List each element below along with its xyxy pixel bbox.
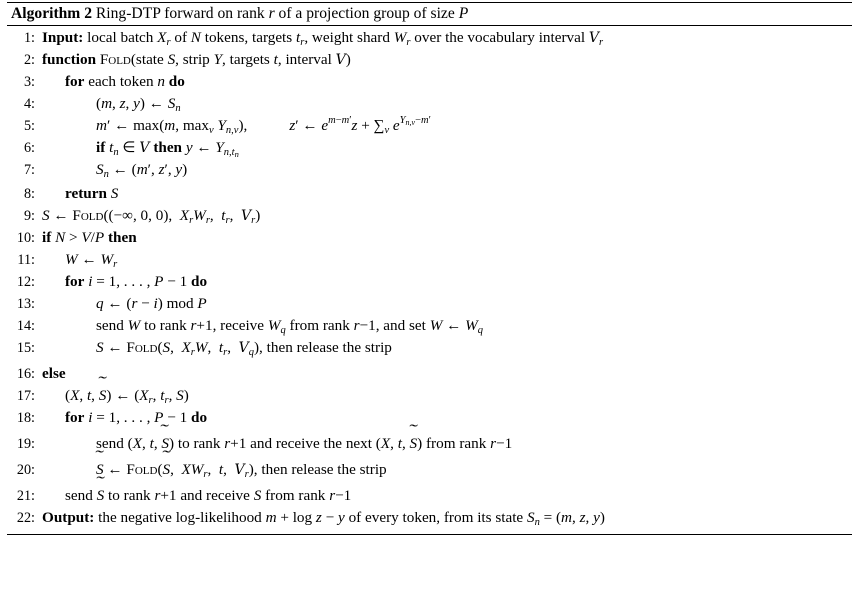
line-number: 11: xyxy=(17,252,35,268)
line-text: (X, t, ˜ S) ← ($X_r$, $t_r$, S) xyxy=(65,385,189,407)
line-text: q ← (r − i) mod P xyxy=(96,295,207,312)
line-number: 22: xyxy=(16,510,35,526)
line-number: 19: xyxy=(16,436,35,452)
line-number: 18: xyxy=(16,410,35,426)
line-text: send ˜ S to rank r+1 and receive S from rank r−1 xyxy=(65,485,351,507)
line-text: Input: local batch $X_r$ of N tokens, targets $t_r$, weight shard $W_r$ over the vocabulary interval $V_r$ xyxy=(42,29,604,48)
line-number: 4: xyxy=(23,96,35,112)
caption-text: Ring-DTP forward on rank r of a projection group of size P xyxy=(95,5,469,22)
line-text: S ← Fold((−∞, 0, 0), $X_rW_r$, $t_r$, $V_r$) xyxy=(42,207,261,226)
line-number: 17: xyxy=(16,388,35,404)
line-number: 5: xyxy=(23,118,35,134)
line-text: $S_n$ ← (m′, z′, y) xyxy=(96,161,188,180)
line-number: 13: xyxy=(16,296,35,312)
line-text: function Fold(state S, strip Y, targets t, interval V) xyxy=(42,51,351,68)
caption-label: Algorithm 2 xyxy=(11,5,92,22)
algorithm-block xyxy=(7,2,852,600)
line-text: if N > V/P then xyxy=(42,229,137,246)
line-text: for each token n do xyxy=(65,73,185,90)
algorithm-caption xyxy=(7,3,852,25)
line-text: ˜ S ← Fold(˜ S, $XW_r$, t, $V_r$), then release the strip xyxy=(96,459,387,481)
line-text: m′ ← max(m, $\max_v Y_{n,v}$), z′ ← $e^{m-m'}z + \sum_v$ $e^{Y_{n,v}-m'}$ xyxy=(96,115,431,136)
line-number: 21: xyxy=(16,488,35,504)
line-number: 1: xyxy=(23,30,35,46)
bottom-rule xyxy=(7,534,852,535)
line-number: 12: xyxy=(16,274,35,290)
line-number: 16: xyxy=(16,366,35,382)
line-text: for i = 1, . . . , P − 1 do xyxy=(65,409,208,426)
line-number: 10: xyxy=(16,230,35,246)
line-text: (m, z, y) ← $S_n$ xyxy=(96,95,181,114)
line-text: S ← Fold(S, $X_rW$, $t_r$, $V_q$), then release the strip xyxy=(96,339,392,358)
line-number: 3: xyxy=(23,74,35,90)
line-text: else xyxy=(42,365,66,382)
line-text: if $t_n$ ∈ V then y ← $Y_{n,t_n}$ xyxy=(96,139,239,159)
line-number: 2: xyxy=(23,52,35,68)
line-text: Output: the negative log-likelihood m + log z − y of every token, from its state $S_n = (m$, z, y) xyxy=(42,509,605,528)
line-number: 8: xyxy=(23,186,35,202)
line-text: for i = 1, . . . , P − 1 do xyxy=(65,273,208,290)
line-text: W ← $W_r$ xyxy=(65,251,118,270)
line-text: send (X, t, ˜ S) to rank r+1 and receive the next (X, t, ˜ S) from rank r−1 xyxy=(96,433,512,455)
algorithm-lines xyxy=(7,26,852,600)
line-number: 20: xyxy=(16,462,35,478)
line-text: send W to rank r+1, receive $W_q$ from rank r−1, and set W ← $W_q$ xyxy=(96,317,484,336)
line-number: 15: xyxy=(16,340,35,356)
line-number: 14: xyxy=(16,318,35,334)
line-number: 9: xyxy=(23,208,35,224)
line-number: 6: xyxy=(23,140,35,156)
line-number: 7: xyxy=(23,162,35,178)
line-text: return S xyxy=(65,185,119,202)
